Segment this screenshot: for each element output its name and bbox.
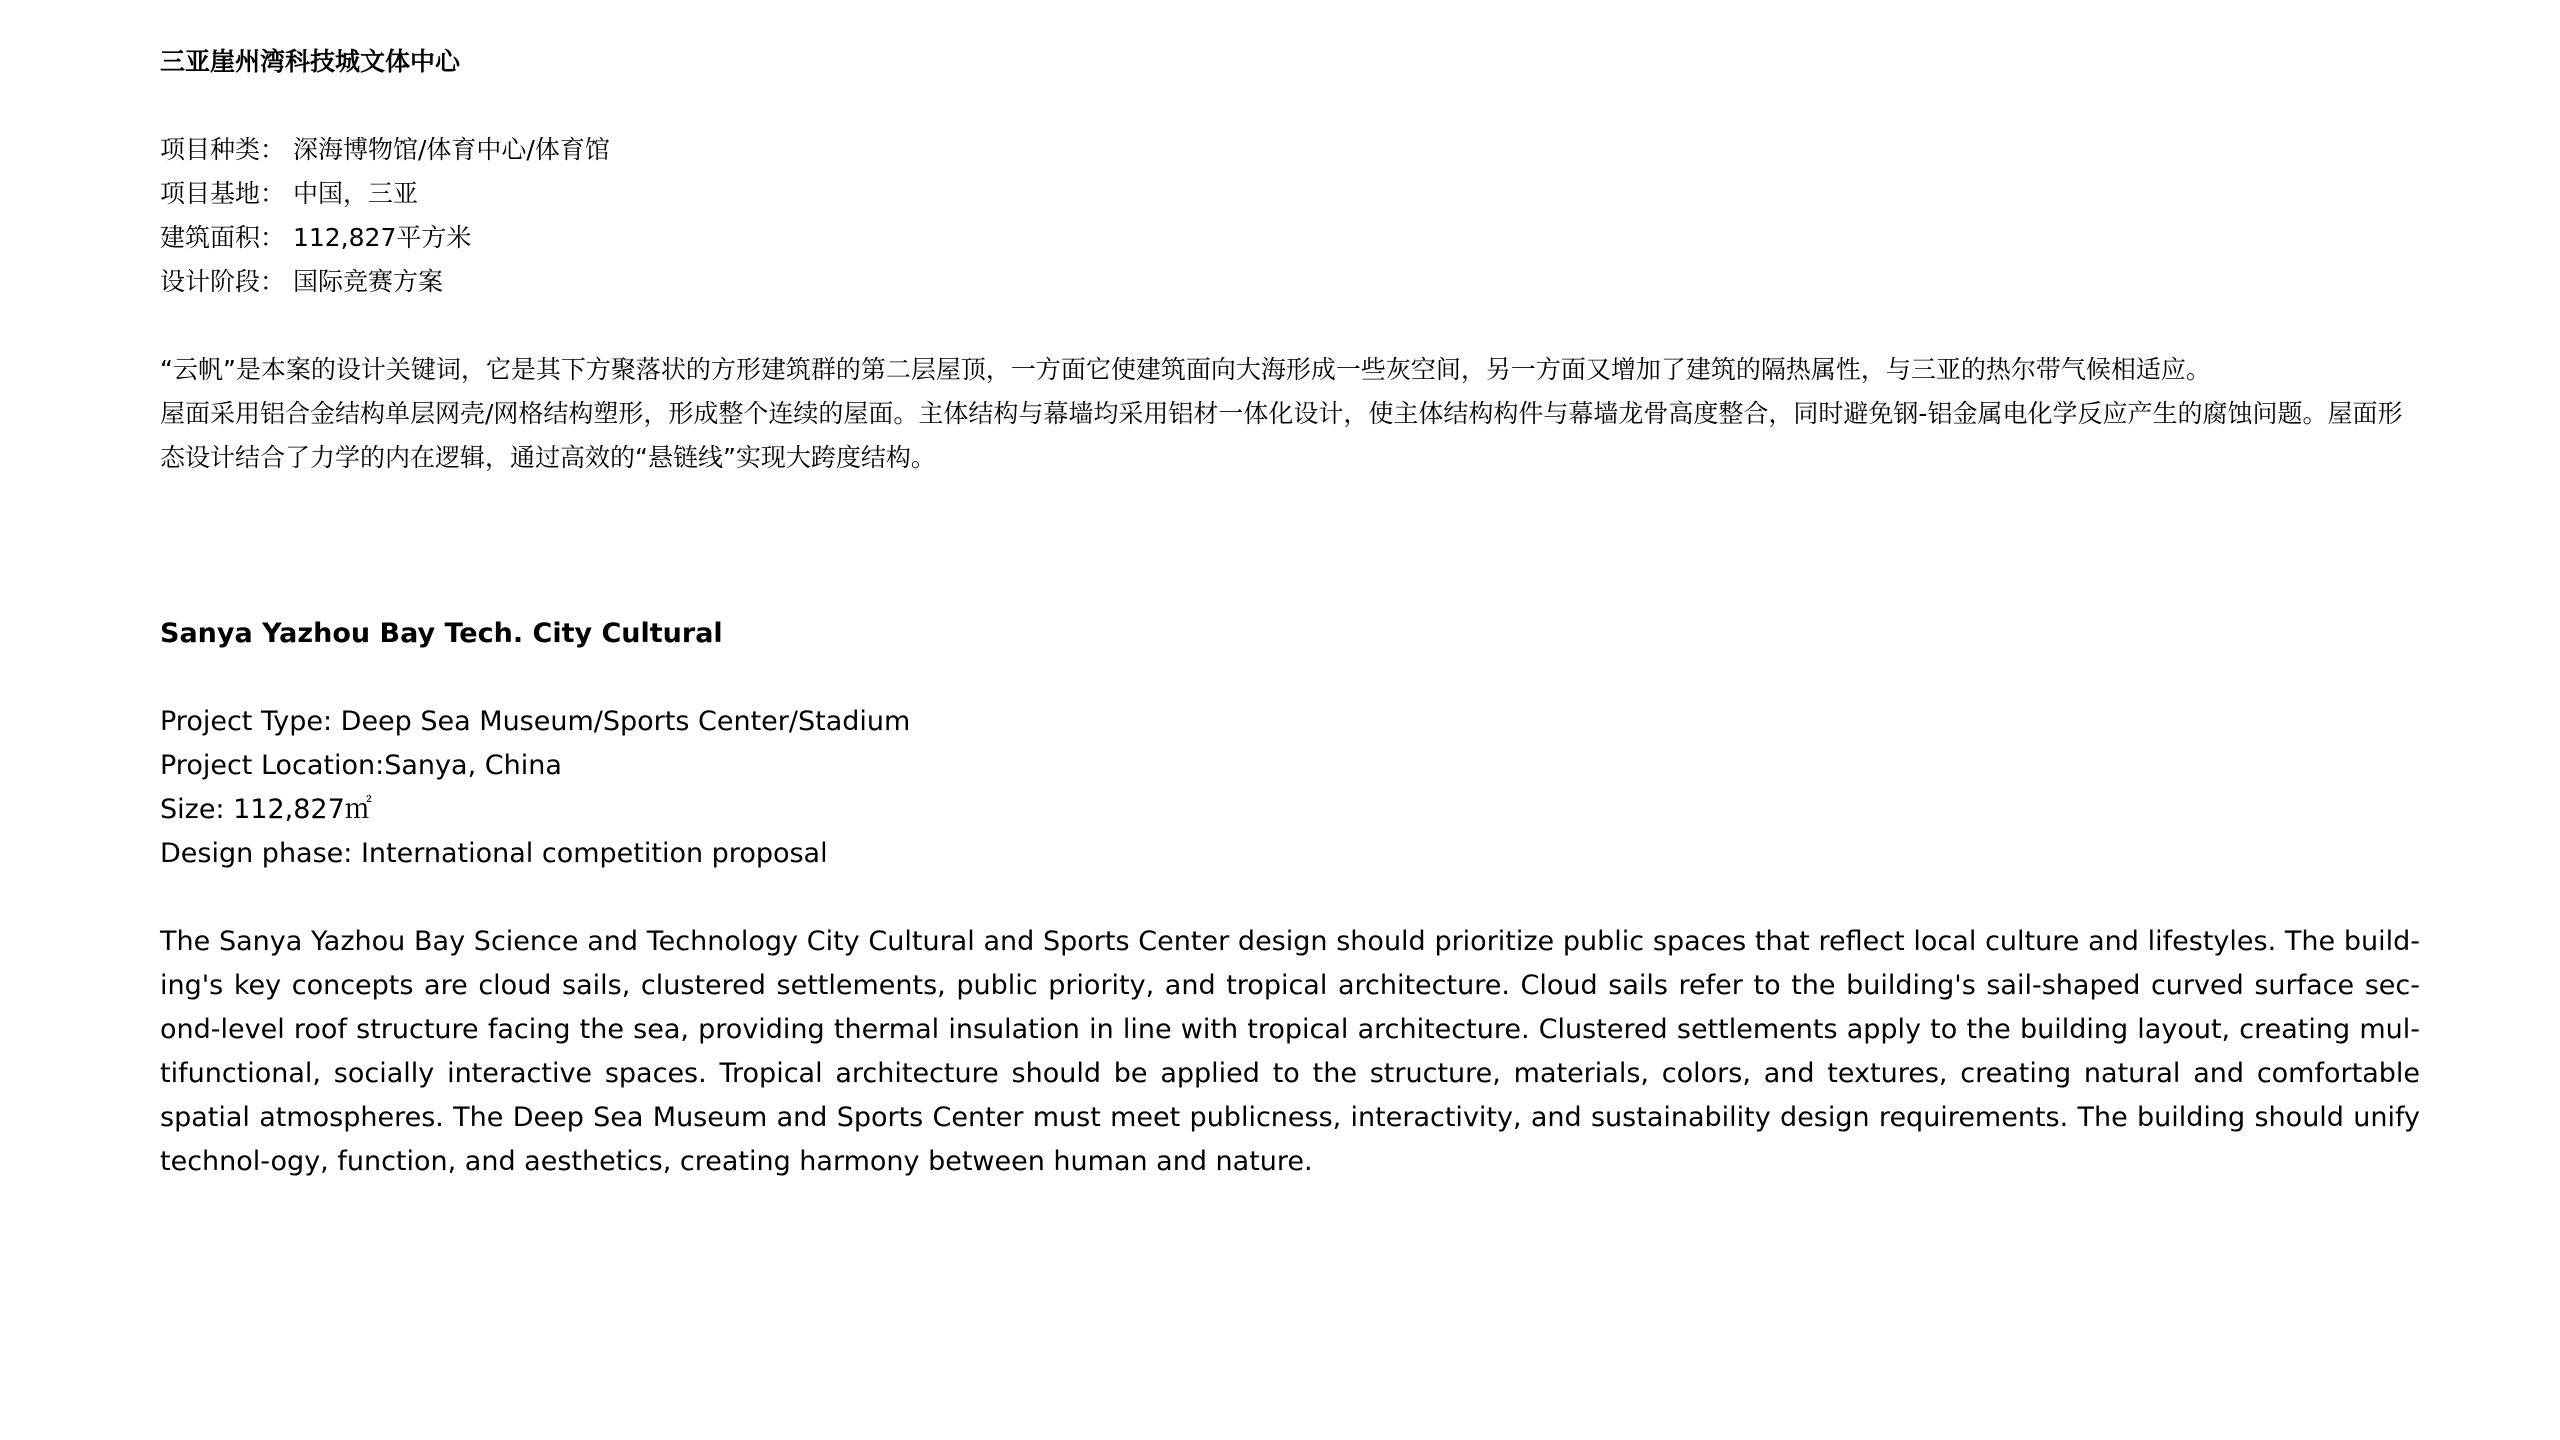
zh-paragraph-1: “云帆”是本案的设计关键词，它是其下方聚落状的方形建筑群的第二层屋顶，一方面它使建筑面向大海形成一些灰空间，另一方面又增加了建筑的隔热属性，与三亚的热尔带气候相适应。 (160, 355, 2211, 384)
en-info-size: Size: 112,827㎡ (160, 794, 372, 825)
zh-info-phase (160, 260, 2420, 304)
en-info-type: Project Type: Deep Sea Museum/Sports Center/Stadium (160, 706, 911, 737)
zh-info-location (160, 172, 2420, 216)
zh-info-value: 112,827平方米 (292, 223, 472, 252)
zh-paragraph-2: 屋面采用铝合金结构单层网壳/网格结构塑形，形成整个连续的屋面。主体结构与幕墙均采用铝材一体化设计，使主体结构构件与幕墙龙骨高度整合，同时避免钢-铝金属电化学反应产生的腐蚀问题。屋面形态设计结合了力学的内在逻辑，通过高效的“悬链线”实现大跨度结构。 (160, 399, 2403, 472)
section-gap (160, 480, 2420, 568)
zh-info-value: 深海博物馆/体育中心/体育馆 (292, 135, 610, 164)
zh-info-type (160, 128, 2420, 172)
zh-info-list (160, 128, 2420, 304)
en-title: Sanya Yazhou Bay Tech. City Cultural (160, 618, 723, 649)
zh-title: 三亚崖州湾科技城文体中心 (160, 47, 461, 76)
document-page (160, 40, 2420, 1184)
zh-info-label: 设计阶段： (160, 267, 286, 296)
spacer (160, 876, 2420, 920)
zh-info-label: 项目种类： (160, 135, 286, 164)
en-paragraph: The Sanya Yazhou Bay Science and Technology City Cultural and Sports Center design should prioritize public spaces that reflect local culture and lifestyles. The build-ing's key concepts are cloud sails, clustered settlements, public priority, and tropical architecture. Cloud sails refer to the building's sail-shaped curved surface sec-ond-level roof structure facing the sea, providing thermal insulation in line with tropical architecture. Clustered settlements apply to the building layout, creating mul-tifunctional, socially interactive spaces. Tropical architecture should be applied to the structure, materials, colors, and textures, creating natural and comfortable spatial atmospheres. The Deep Sea Museum and Sports Center must meet publicness, interactivity, and sustainability design requirements. The building should unify technol-ogy, function, and aesthetics, creating harmony between human and nature. (160, 926, 2420, 1177)
zh-info-label: 建筑面积： (160, 223, 286, 252)
en-info-location: Project Location:Sanya, China (160, 750, 562, 781)
spacer (160, 304, 2420, 348)
zh-info-value: 中国，三亚 (292, 179, 418, 208)
zh-info-value: 国际竞赛方案 (292, 267, 443, 296)
en-info-phase: Design phase: International competition proposal (160, 838, 828, 869)
spacer (160, 568, 2420, 612)
zh-info-label: 项目基地： (160, 179, 286, 208)
en-info-list (160, 700, 2420, 876)
spacer (160, 656, 2420, 700)
zh-info-area (160, 216, 2420, 260)
spacer (160, 84, 2420, 128)
